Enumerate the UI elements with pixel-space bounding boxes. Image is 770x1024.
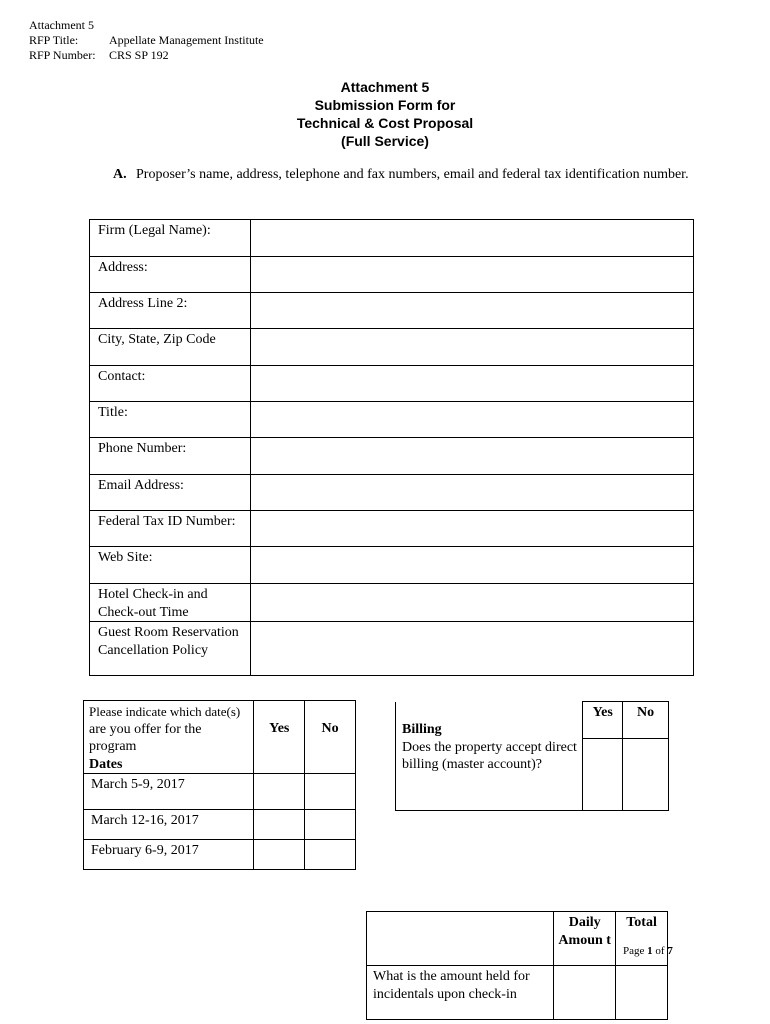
title-field[interactable] [250, 402, 693, 438]
proposer-info-table [89, 219, 694, 676]
field-label: Contact: [90, 366, 251, 402]
field-label: City, State, Zip Code [90, 329, 251, 366]
dates-header-cell [84, 701, 254, 774]
phone-number-field[interactable] [250, 438, 693, 475]
field-label: Federal Tax ID Number: [90, 511, 251, 547]
dates-instruction: Please indicate which date(s) [89, 704, 241, 719]
rfp-number-label: RFP Number: [29, 48, 96, 62]
date-no-checkbox[interactable] [305, 840, 356, 870]
city-state-zip-field[interactable] [250, 329, 693, 366]
rfp-number-value: CRS SP 192 [109, 48, 169, 62]
billing-yes-header: Yes [583, 702, 623, 739]
field-label: Guest Room Reservation Cancellation Policy [90, 622, 251, 676]
daily-amount-field[interactable] [554, 966, 616, 1020]
doc-header [29, 18, 264, 63]
date-row-label: February 6-9, 2017 [84, 840, 254, 870]
dates-yes-header: Yes [254, 701, 305, 774]
billing-no-checkbox[interactable] [623, 739, 669, 811]
dates-no-header: No [305, 701, 356, 774]
date-yes-checkbox[interactable] [254, 774, 305, 810]
field-label: Address: [90, 257, 251, 293]
billing-yes-checkbox[interactable] [583, 739, 623, 811]
billing-question: Does the property accept direct billing (master account)? [396, 739, 583, 811]
field-label: Phone Number: [90, 438, 251, 475]
field-label: Web Site: [90, 547, 251, 584]
firm-name-field[interactable] [250, 220, 693, 257]
rfp-title-label: RFP Title: [29, 33, 79, 47]
page-title [0, 78, 770, 150]
section-a-label: A. [113, 167, 127, 182]
daily-amount-header: Daily Amoun t [554, 912, 616, 966]
billing-heading: Billing [396, 702, 583, 739]
title-line-2: Submission Form for [314, 97, 456, 113]
date-yes-checkbox[interactable] [254, 840, 305, 870]
incidentals-table [366, 911, 668, 1020]
title-line-4: (Full Service) [341, 133, 429, 149]
title-line-3: Technical & Cost Proposal [296, 115, 474, 131]
section-a [113, 166, 703, 185]
date-row-label: March 12-16, 2017 [84, 810, 254, 840]
check-in-out-time-field[interactable] [250, 584, 693, 622]
federal-tax-id-field[interactable] [250, 511, 693, 547]
field-label: Firm (Legal Name): [90, 220, 251, 257]
date-row-label: March 5-9, 2017 [84, 774, 254, 810]
incidentals-blank-header [367, 912, 554, 966]
dates-column-label: Dates [89, 756, 123, 772]
title-line-1: Attachment 5 [340, 79, 430, 95]
cancellation-policy-field[interactable] [250, 622, 693, 676]
field-label: Hotel Check-in and Check-out Time [90, 584, 251, 622]
date-no-checkbox[interactable] [305, 774, 356, 810]
rfp-title-value: Appellate Management Institute [109, 33, 264, 47]
email-address-field[interactable] [250, 475, 693, 511]
field-label: Email Address: [90, 475, 251, 511]
total-header: Total [616, 912, 668, 966]
field-label: Address Line 2: [90, 293, 251, 329]
incidentals-question: What is the amount held for incidentals upon check-in [367, 966, 554, 1020]
address-field[interactable] [250, 257, 693, 293]
date-no-checkbox[interactable] [305, 810, 356, 840]
page-number: Page 1 of 7 [623, 945, 673, 957]
contact-field[interactable] [250, 366, 693, 402]
section-a-text: Proposer’s name, address, telephone and fax numbers, email and federal tax identification number. [136, 167, 689, 182]
header-attachment: Attachment 5 [29, 18, 94, 32]
billing-no-header: No [623, 702, 669, 739]
address-line-2-field[interactable] [250, 293, 693, 329]
dates-instruction-cont: are you offer for the program [89, 721, 202, 754]
billing-table [395, 701, 669, 811]
total-field[interactable] [616, 966, 668, 1020]
field-label: Title: [90, 402, 251, 438]
web-site-field[interactable] [250, 547, 693, 584]
dates-table [83, 700, 356, 870]
date-yes-checkbox[interactable] [254, 810, 305, 840]
